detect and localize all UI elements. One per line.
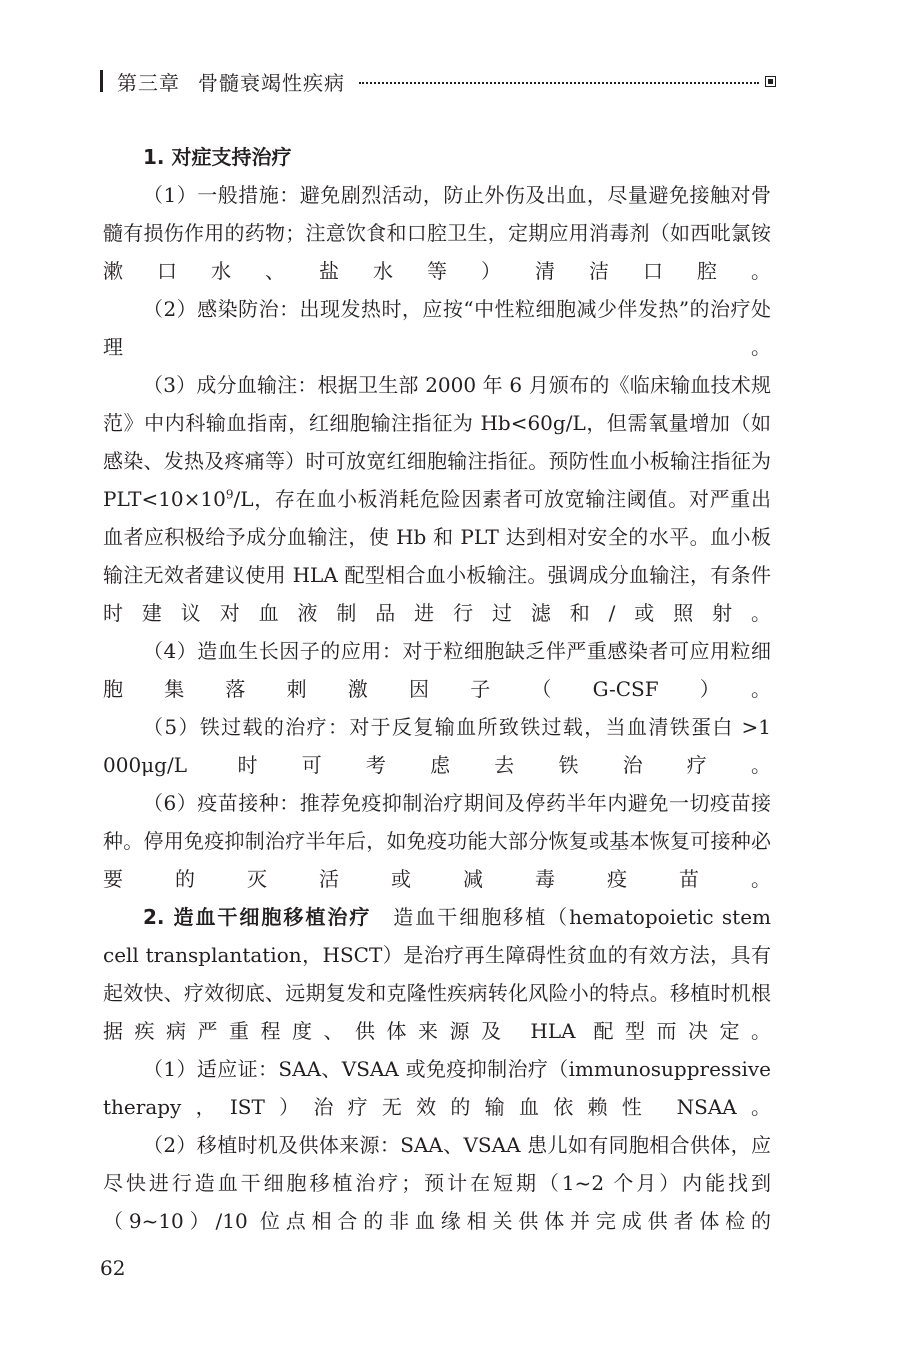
paragraph-iron-overload: （5）铁过载的治疗：对于反复输血所致铁过载，当血清铁蛋白 >1 000μg/L 时可考虑去铁治疗。: [103, 715, 771, 777]
header-dotted-rule: [359, 82, 759, 84]
header-chapter: 第三章: [117, 70, 180, 95]
paragraph-general-measures: （1）一般措施：避免剧烈活动，防止外伤及出血，尽量避免接触对骨髓有损伤作用的药物；注意饮食和口腔卫生，定期应用消毒剂（如西吡氯铵漱口水、盐水等）清洁口腔。: [103, 183, 771, 283]
paragraph-infection-control: （2）感染防治：出现发热时，应按“中性粒细胞减少伴发热”的治疗处理。: [103, 297, 771, 359]
paragraph-indications: （1）适应证：SAA、VSAA 或免疫抑制治疗（immunosuppressive therapy，IST）治疗无效的输血依赖性 NSAA。: [103, 1057, 771, 1119]
header-end-square-icon: [765, 76, 776, 87]
page-body: [103, 138, 771, 1240]
page-number: 62: [100, 1256, 126, 1280]
section-1-heading: 1. 对症支持治疗: [143, 145, 292, 169]
section-2-heading: 2. 造血干细胞移植治疗: [143, 905, 372, 929]
paragraph-blood-transfusion: （3）成分血输注：根据卫生部 2000 年 6 月颁布的《临床输血技术规范》中内科输血指南，红细胞输注指征为 Hb<60g/L，但需氧量增加（如感染、发热及疼痛等）时可放宽红细胞输注指征。预防性血小板输注指征为 $PLT<10\times 10^9/L$，存在血小板消耗危险因素者可放宽输注阈值。对严重出血者应积极给予成分血输注，使 Hb 和 PLT 达到相对安全的水平。血小板输注无效者建议使用 HLA 配型相合血小板输注。强调成分血输注，有条件时建议对血液制品进行过滤和/或照射。: [103, 373, 771, 625]
header-title: 骨髓衰竭性疾病: [198, 70, 345, 95]
paragraph-hsct-intro: 2. 造血干细胞移植治疗 造血干细胞移植（hematopoietic stem cell transplantation，HSCT）是治疗再生障碍性贫血的有效方法，具有起效快、疗效彻底、远期复发和克隆性疾病转化风险小的特点。移植时机根据疾病严重程度、供体来源及 HLA 配型而决定。: [103, 905, 771, 1043]
paragraph-vaccination: （6）疫苗接种：推荐免疫抑制治疗期间及停药半年内避免一切疫苗接种。停用免疫抑制治疗半年后，如免疫功能大部分恢复或基本恢复可接种必要的灭活或减毒疫苗。: [103, 791, 771, 891]
running-header: [100, 64, 776, 98]
paragraph-growth-factor: （4）造血生长因子的应用：对于粒细胞缺乏伴严重感染者可应用粒细胞集落刺激因子（G-CSF）。: [103, 639, 771, 701]
header-bar-icon: [100, 70, 103, 92]
paragraph-transplant-timing: （2）移植时机及供体来源：SAA、VSAA 患儿如有同胞相合供体，应尽快进行造血干细胞移植治疗；预计在短期（1~2 个月）内能找到（9~10）/10 位点相合的非血缘相关供体并完成供者体检的: [103, 1133, 771, 1233]
